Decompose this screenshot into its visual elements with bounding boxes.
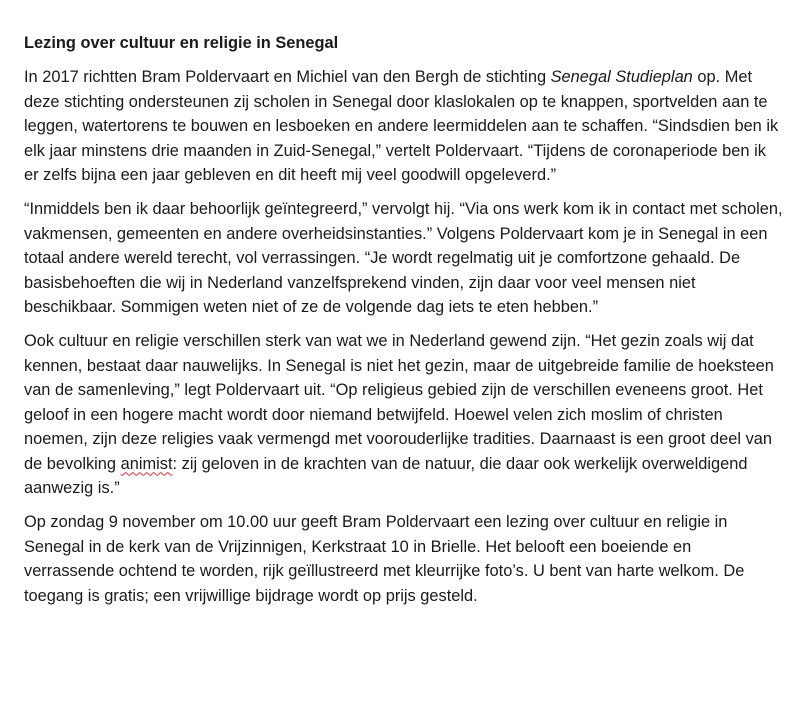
article-title: Lezing over cultuur en religie in Senegal	[24, 34, 339, 52]
paragraph-2: “Inmiddels ben ik daar behoorlijk geïntegreerd,” vervolgt hij. “Via ons werk kom ik in contact met scholen, vakmensen, gemeenten en andere overheidsinstanties.” Volgens Poldervaart kom je in Senegal in een totaal andere wereld terecht, vol verrassingen. “Je wordt regelmatig uit je comfortzone gehaald. De basisbehoeften die wij in Nederland vanzelfsprekend vinden, zijn daar voor veel mensen niet beschikbaar. Sommigen weten niet of ze de volgende dag iets te eten hebben.”	[24, 200, 783, 317]
paragraph-3	[24, 329, 784, 500]
paragraph-3-text-end: : zij geloven in de krachten van de natuur, die daar ook werkelijk overweldigend aanwezig is.”	[24, 454, 748, 497]
document-body	[24, 31, 784, 618]
paragraph-1-text-start: In 2017 richtten Bram Poldervaart en Michiel van den Bergh de stichting	[24, 68, 551, 87]
paragraph-1	[24, 65, 784, 187]
paragraph-3-text-start: Ook cultuur en religie verschillen sterk van wat we in Nederland gewend zijn. “Het gezin zoals wij dat kennen, bestaat daar nauwelijks. In Senegal is niet het gezin, maar de uitgebreide familie de hoeksteen van de samenleving,” legt Poldervaart uit. “Op religieus gebied zijn de verschillen eveneens groot. Het geloof in een hogere macht wordt door niemand betwijfeld. Hoewel velen zich moslim of christen noemen, zijn deze religies vaak vermengd met voorouderlijke tradities. Daarnaast is een groot deel van de bevolking	[24, 332, 774, 473]
paragraph-1-text-end: op. Met deze stichting ondersteunen zij scholen in Senegal door klaslokalen op te knappen, sportvelden aan te leggen, watertorens te bouwen en lesboeken en andere leermiddelen aan te schaffen. “Sindsdien ben ik elk jaar minstens drie maanden in Zuid-Senegal,” vertelt Poldervaart. “Tijdens de coronaperiode ben ik er zelfs bijna een jaar gebleven en dit heeft mij veel goodwill opgeleverd.”	[24, 68, 779, 185]
spellcheck-flagged-word[interactable]: animist	[120, 454, 173, 473]
paragraph-4: Op zondag 9 november om 10.00 uur geeft Bram Poldervaart een lezing over cultuur en religie in Senegal in de kerk van de Vrijzinnigen, Kerkstraat 10 in Brielle. Het belooft een boeiende en verrassende ochtend te worden, rijk geïllustreerd met kleurrijke foto’s. U bent van harte welkom. De toegang is gratis; een vrijwillige bijdrage wordt op prijs gesteld.	[24, 513, 745, 605]
foundation-name-italic: Senegal Studieplan	[550, 68, 693, 87]
